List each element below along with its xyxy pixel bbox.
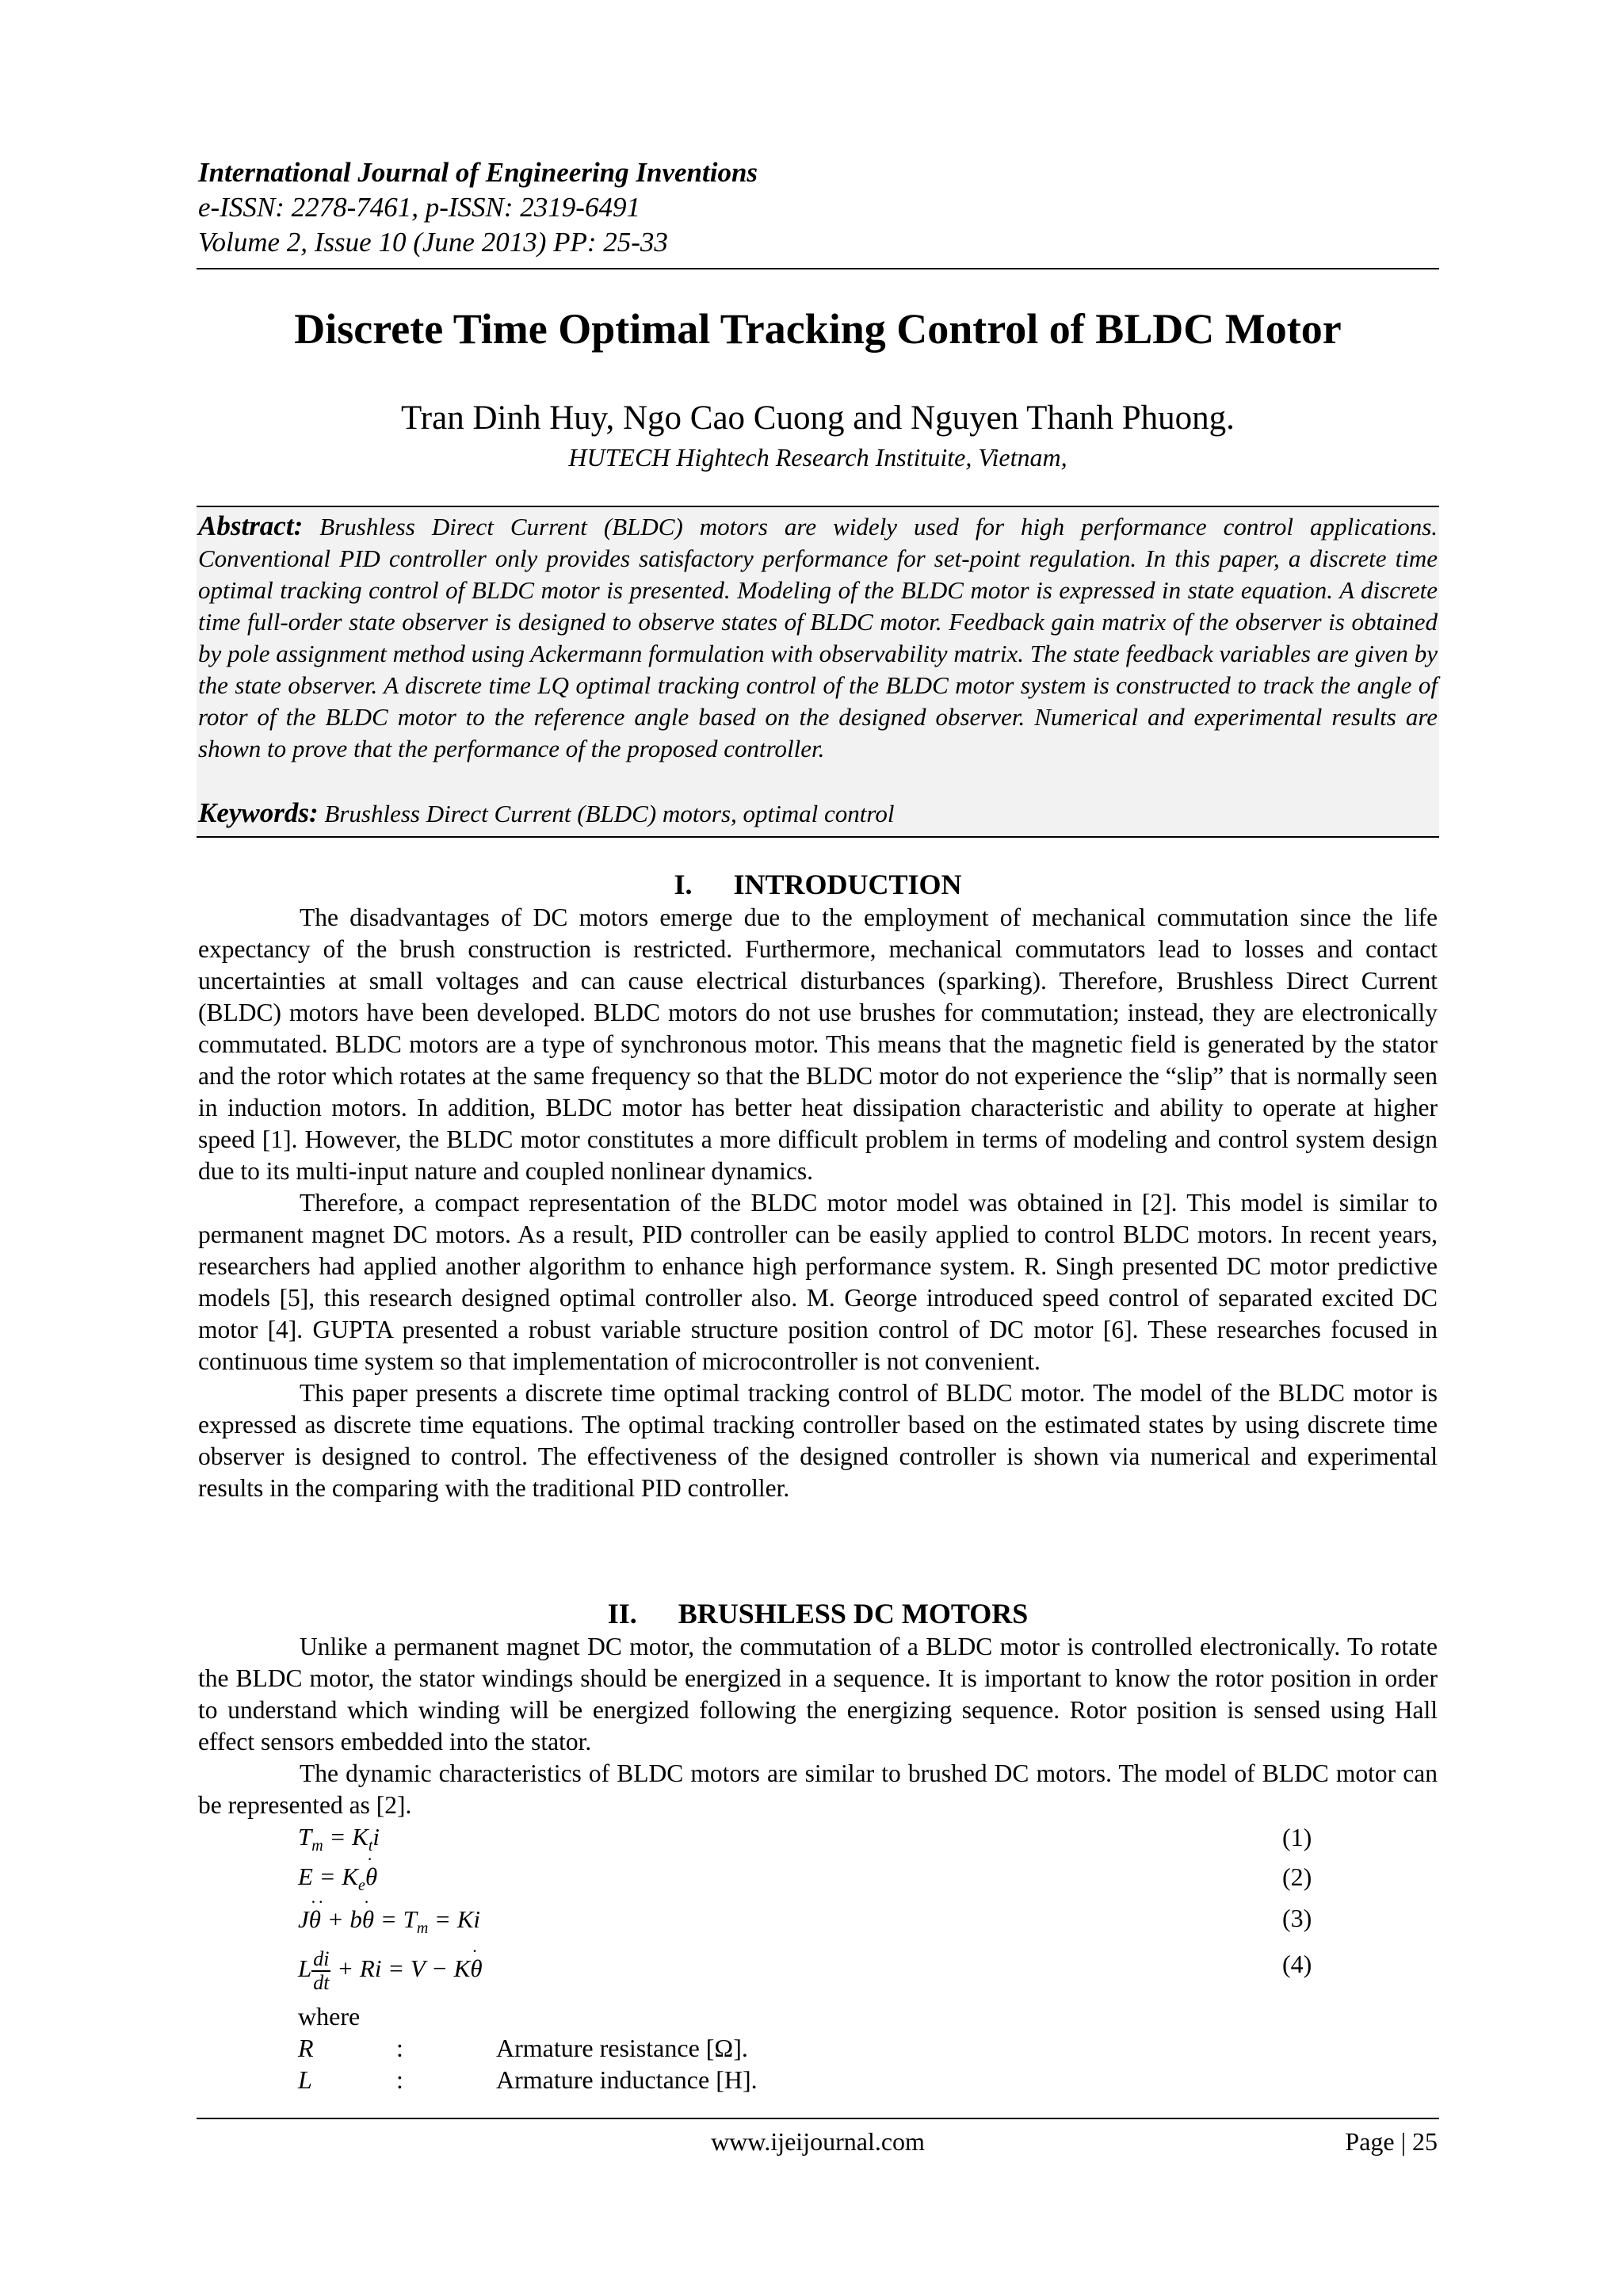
equation-number: (1) xyxy=(1282,1823,1312,1851)
section-number: II. xyxy=(607,1598,637,1629)
paragraph: The disadvantages of DC motors emerge due to the employment of mechanical commutation since the life expectancy of the brush construction is restricted. Furthermore, mechanical commutators lead to losses and contact uncertainties at small voltages and can cause electrical disturbances (sparking). Therefore, Brushless Direct Current (BLDC) motors have been developed. BLDC motors do not use brushes for commutation; instead, they are electronically commutated. BLDC motors are a type of synchronous motor. This means that the magnetic field is generated by the stator and the rotor which rotates at the same frequency so that the BLDC motor do not experience the “slip” that is normally seen in induction motors. In addition, BLDC motor has better heat dissipation characteristic and ability to operate at higher speed [1]. However, the BLDC motor constitutes a more difficult problem in terms of modeling and control system design due to its multi-input nature and coupled nonlinear dynamics. xyxy=(198,904,1438,1185)
equation-number: (2) xyxy=(1282,1862,1312,1891)
paper-affiliation: HUTECH Hightech Research Instituite, Vietnam, xyxy=(568,443,1067,472)
abstract-text: Brushless Direct Current (BLDC) motors are widely used for high performance control applications. Conventional PID controller only provides satisfactory performance for set-point regulation. In this paper, a discrete time optimal tracking control of BLDC motor is presented. Modeling of the BLDC motor is expressed in state equation. A discrete time full-order state observer is designed to observe states of BLDC motor. Feedback gain matrix of the observer is obtained by pole assignment method using Ackermann formulation with observability matrix. The state feedback variables are given by the state observer. A discrete time LQ optimal tracking control of the BLDC motor system is constructed to track the angle of rotor of the BLDC motor to the reference angle based on the designed observer. Numerical and experimental results are shown to prove that the performance of the proposed controller. xyxy=(198,513,1438,762)
section-heading-brushless-dc-motors xyxy=(197,1596,1439,1631)
journal-issn: e-ISSN: 2278-7461, p-ISSN: 2319-6491 xyxy=(198,192,640,223)
header-rule xyxy=(197,268,1439,269)
equation-3: $J\cdot\cdot \theta + b\cdot \theta = T_m = Ki$ xyxy=(298,1904,480,1944)
journal-header xyxy=(198,155,758,260)
paper-title: Discrete Time Optimal Tracking Control of BLDC Motor xyxy=(294,305,1342,353)
paragraph: Therefore, a compact representation of the BLDC motor model was obtained in [2]. This model is similar to permanent magnet DC motors. As a result, PID controller can be easily applied to control BLDC motors. In recent years, researchers had applied another algorithm to enhance high performance system. R. Singh presented DC motor predictive models [5], this research designed optimal controller also. M. George introduced speed control of separated excited DC motor [4]. GUPTA presented a robust variable structure position control of DC motor [6]. These researches focused in continuous time system so that implementation of microcontroller is not convenient. xyxy=(198,1189,1438,1375)
section-title: INTRODUCTION xyxy=(733,869,962,900)
where-label: where xyxy=(298,2002,361,2030)
section-heading-introduction xyxy=(197,867,1439,902)
definition-colon: : xyxy=(396,2065,403,2094)
definition-symbol: L xyxy=(298,2065,312,2094)
keywords-text: Brushless Direct Current (BLDC) motors, optimal control xyxy=(324,800,895,827)
footer-url: www.ijeijournal.com xyxy=(711,2127,925,2156)
abstract-label: Abstract: xyxy=(198,510,304,541)
bldc-body xyxy=(198,1631,1438,1821)
fraction-di-dt: $\frac{di}{dt}$ xyxy=(313,1947,330,1994)
keywords-label: Keywords: xyxy=(198,797,319,828)
keywords xyxy=(198,796,1438,831)
journal-name: International Journal of Engineering Inventions xyxy=(198,157,758,188)
definition-symbol: R xyxy=(298,2034,314,2062)
paragraph: This paper presents a discrete time optimal tracking control of BLDC motor. The model of the BLDC motor is expressed as discrete time equations. The optimal tracking controller based on the estimated states by using discrete time observer is designed to control. The effectiveness of the designed controller is shown via numerical and experimental results in the comparing with the traditional PID controller. xyxy=(198,1379,1438,1502)
footer-rule xyxy=(197,2118,1439,2119)
definition-colon: : xyxy=(396,2034,403,2062)
equation-number: (3) xyxy=(1282,1904,1312,1932)
section-number: I. xyxy=(674,869,693,900)
paper-authors: Tran Dinh Huy, Ngo Cao Cuong and Nguyen Thanh Phuong. xyxy=(401,399,1235,437)
paragraph: Unlike a permanent magnet DC motor, the commutation of a BLDC motor is controlled electronically. To rotate the BLDC motor, the stator windings should be energized in a sequence. It is important to know the rotor position in order to understand which winding will be energized following the energizing sequence. Rotor position is sensed using Hall effect sensors embedded into the stator. xyxy=(198,1633,1438,1755)
definition-description: Armature resistance [Ω]. xyxy=(496,2034,748,2062)
journal-volume: Volume 2, Issue 10 (June 2013) PP: 25-33 xyxy=(198,227,668,258)
definition-description: Armature inductance [H]. xyxy=(496,2065,758,2094)
abstract xyxy=(198,510,1438,765)
footer-page-number: Page | 25 xyxy=(1345,2127,1438,2156)
equation-4: L $\frac{di}{dt}$ + Ri = V − K· θ xyxy=(298,1948,483,1994)
section-title: BRUSHLESS DC MOTORS xyxy=(678,1598,1029,1629)
equation-1: $T_m = K_ti$ xyxy=(298,1823,380,1855)
introduction-body xyxy=(198,902,1438,1504)
paragraph: The dynamic characteristics of BLDC motors are similar to brushed DC motors. The model of BLDC motor can be represented as [2]. xyxy=(198,1759,1438,1819)
equation-2: $E = K_e\cdot \theta$ xyxy=(298,1861,377,1901)
equation-number: (4) xyxy=(1282,1950,1312,1978)
